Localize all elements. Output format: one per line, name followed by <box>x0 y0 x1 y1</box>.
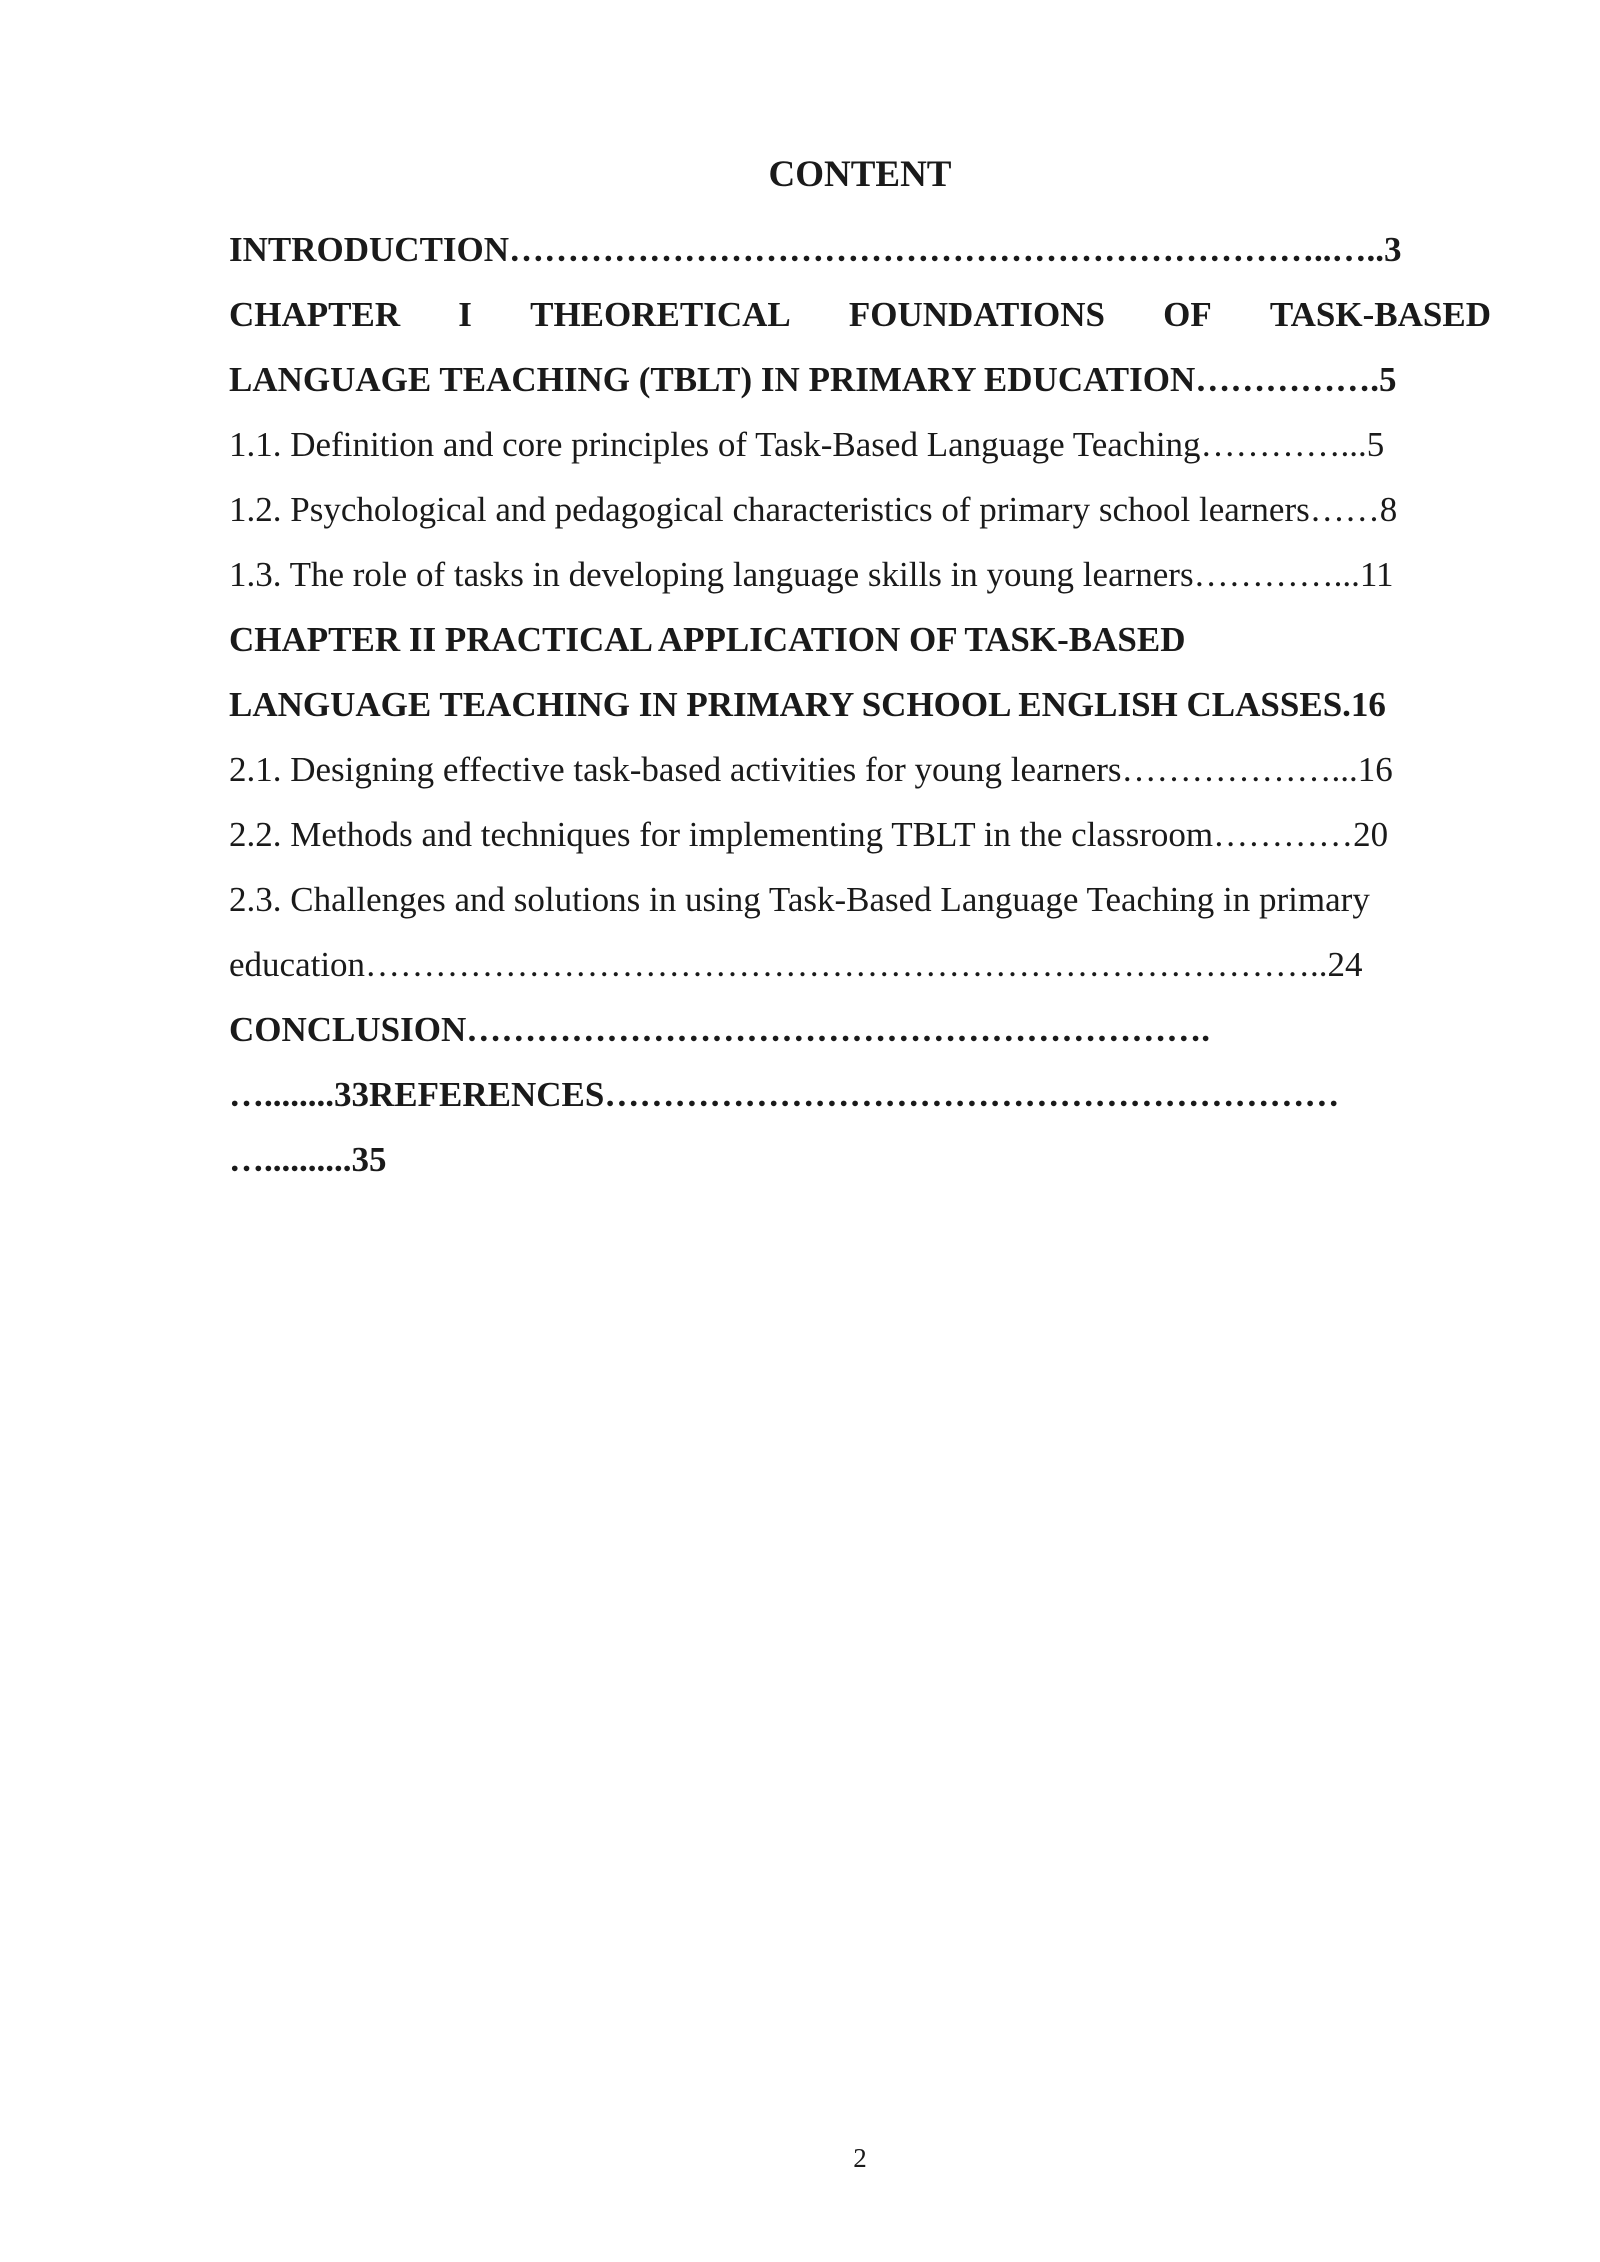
toc-word: I <box>458 295 472 334</box>
toc-entry-1-1: 1.1. Definition and core principles of Task-Based Language Teaching…………...5 <box>229 425 1385 464</box>
toc-entry-2-2: 2.2. Methods and techniques for implementing TBLT in the classroom…………20 <box>229 815 1389 854</box>
toc-word: TASK-BASED <box>1269 295 1491 334</box>
toc-entry-2-3-line-2: education………………………………………………………………………..24 <box>229 945 1363 984</box>
toc-entry-2-3-line-1: 2.3. Challenges and solutions in using Task-Based Language Teaching in primary <box>229 880 1370 919</box>
toc-entry-chapter-1-title-line-1 <box>229 282 1491 347</box>
toc-entry-introduction: INTRODUCTION……………………………………………………………..…..3 <box>229 230 1402 269</box>
toc-entry-conclusion: CONCLUSION………………………………………………………. <box>229 1010 1211 1049</box>
toc-word: CHAPTER <box>229 295 401 334</box>
toc-word: FOUNDATIONS <box>848 295 1105 334</box>
toc-entry-chapter-2-title-line-2: LANGUAGE TEACHING IN PRIMARY SCHOOL ENGLISH CLASSES.16 <box>229 685 1386 724</box>
toc-entry-references-page: …..........35 <box>229 1140 387 1179</box>
toc-title: CONTENT <box>768 154 952 195</box>
toc-entry-1-3: 1.3. The role of tasks in developing language skills in young learners…………...11 <box>229 555 1394 594</box>
toc-word: THEORETICAL <box>530 295 791 334</box>
table-of-contents <box>229 217 1491 1192</box>
toc-entry-chapter-2-title-line-1: CHAPTER II PRACTICAL APPLICATION OF TASK-BASED <box>229 620 1186 659</box>
toc-word: OF <box>1163 295 1212 334</box>
toc-entry-2-1: 2.1. Designing effective task-based activities for young learners………………...16 <box>229 750 1393 789</box>
toc-entry-conclusion-references: …........33REFERENCES……………………………………………………… <box>229 1075 1340 1114</box>
toc-entry-chapter-1-title-line-2: LANGUAGE TEACHING (TBLT) IN PRIMARY EDUCATION…………….5 <box>229 360 1397 399</box>
page-number: 2 <box>853 2143 867 2173</box>
toc-entry-1-2: 1.2. Psychological and pedagogical characteristics of primary school learners……8 <box>229 490 1398 529</box>
